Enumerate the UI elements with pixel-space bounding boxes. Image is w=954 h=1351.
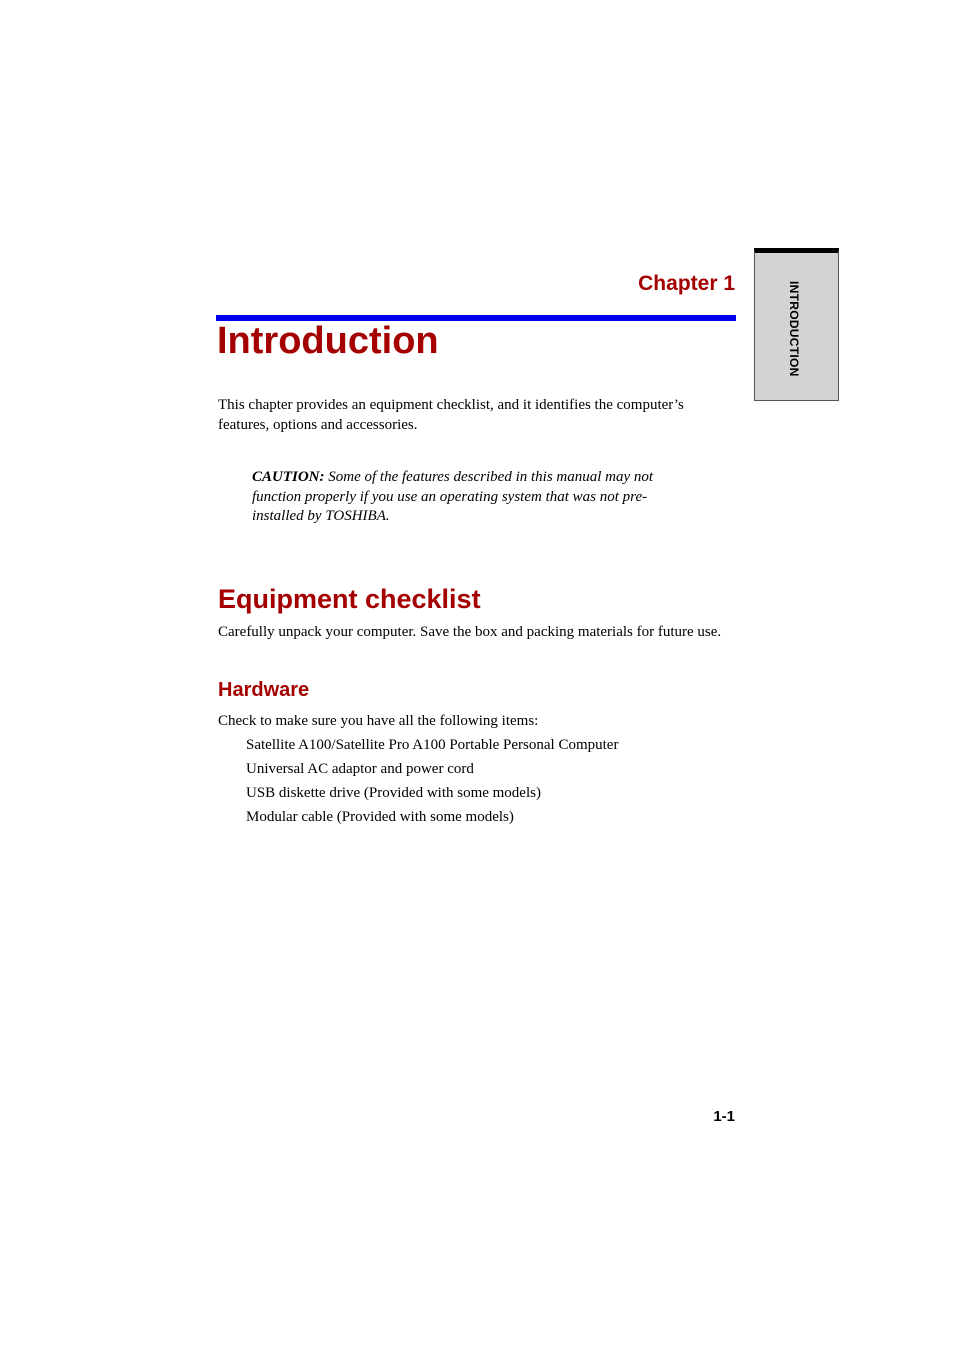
chapter-title: Introduction [217, 320, 439, 362]
hardware-item: Universal AC adaptor and power cord [246, 761, 474, 777]
equipment-checklist-heading: Equipment checklist [218, 584, 481, 614]
intro-paragraph: This chapter provides an equipment checklist, and it identifies the computer’s features, options and accessories. [218, 397, 684, 433]
hardware-item: USB diskette drive (Provided with some models) [246, 785, 541, 801]
chapter-number: Chapter 1 [638, 272, 735, 295]
equipment-checklist-paragraph: Carefully unpack your computer. Save the box and packing materials for future use. [218, 624, 722, 640]
page-number: 1-1 [713, 1108, 735, 1125]
hardware-item: Modular cable (Provided with some models) [246, 809, 514, 825]
caution-text: Some of the features described in this manual may not function properly if you use an operating system that was not pre-installed by TOSHIBA. [252, 469, 654, 524]
hardware-intro: Check to make sure you have all the following items: [218, 713, 539, 729]
hardware-item-list [246, 736, 618, 832]
caution-label: CAUTION: [252, 469, 325, 485]
hardware-heading: Hardware [218, 679, 310, 701]
hardware-item: Satellite A100/Satellite Pro A100 Portable Personal Computer [246, 737, 619, 753]
caution-note [252, 468, 692, 527]
chapter-thumb-tab-label: INTRODUCTION [787, 281, 801, 377]
chapter-thumb-tab [754, 248, 839, 401]
